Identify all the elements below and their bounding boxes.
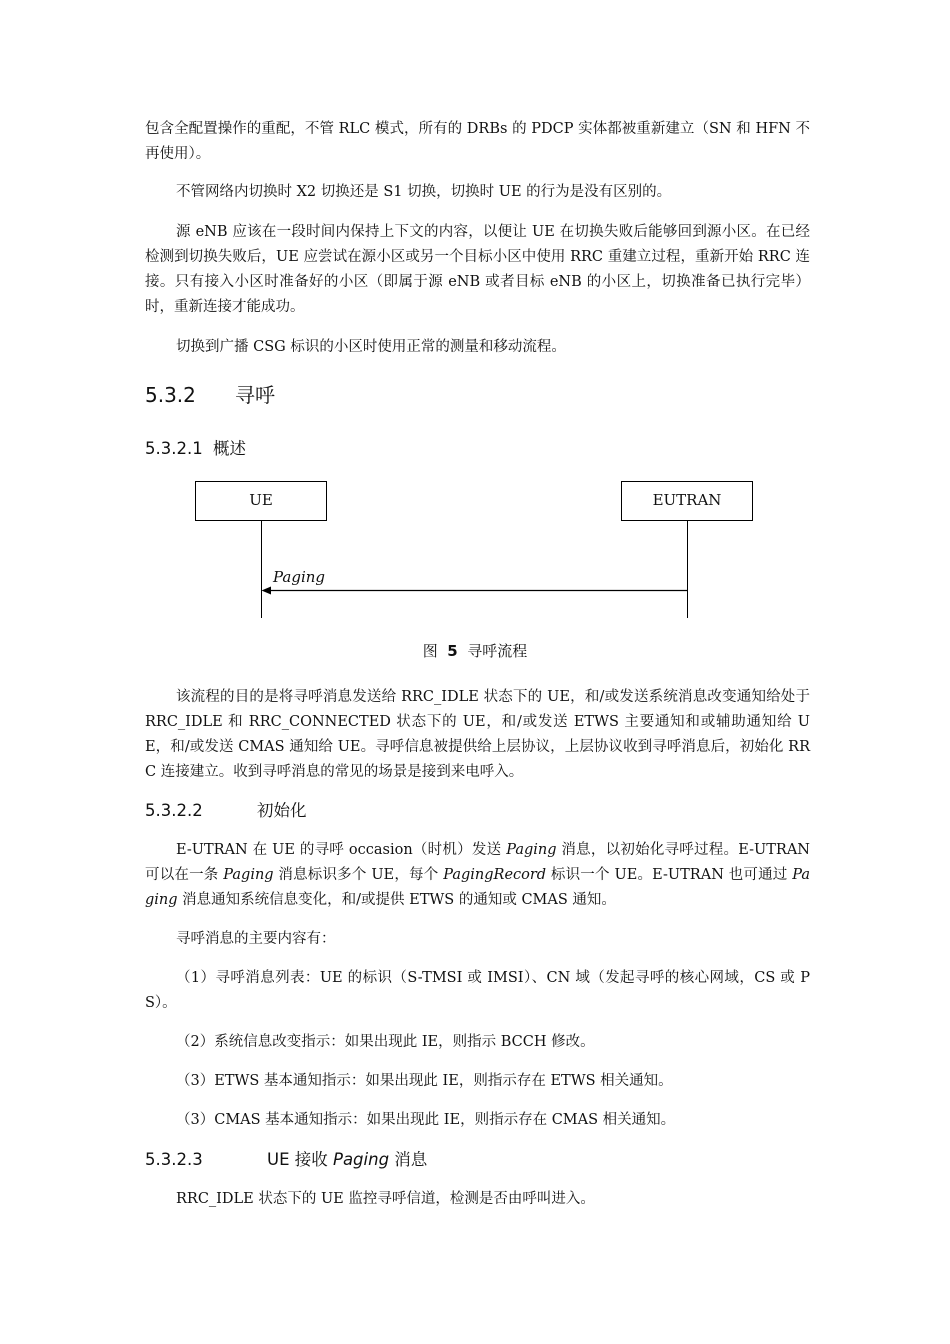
text-run: 消息通知系统信息变化，和/或提供 ETWS 的通知或 CMAS 通知。 — [177, 892, 616, 908]
paragraph-initiation — [145, 838, 810, 913]
paragraph-source-enb: 源 eNB 应该在一段时间内保持上下文的内容，以便让 UE 在切换失败后能够回到源小区。在已经检测到切换失败后，UE 应尝试在源小区或另一个目标小区中使用 RRC 重建立过程，重新开始 RRC 连接。只有接入小区时准备好的小区（即属于源 eNB 或者目标 eNB 的小区上，切换准备已执行完毕）时，重新连接才能成功。 — [145, 224, 810, 315]
heading-number: 5.3.2.1 — [145, 439, 203, 458]
caption-number: 5 — [447, 642, 458, 660]
list-item-etws-indication: （3）ETWS 基本通知指示：如果出现此 IE，则指示存在 ETWS 相关通知。 — [176, 1073, 673, 1089]
heading-5-3-2-3 — [145, 1146, 427, 1170]
paragraph-ue-monitoring: RRC_IDLE 状态下的 UE 监控寻呼信道，检测是否由呼叫进入。 — [176, 1191, 595, 1207]
list-item-sysinfo-change: （2）系统信息改变指示：如果出现此 IE，则指示 BCCH 修改。 — [176, 1034, 595, 1050]
heading-5-3-2 — [145, 379, 275, 408]
paragraph-reconfig: 包含全配置操作的重配，不管 RLC 模式，所有的 DRBs 的 PDCP 实体都被重新建立（SN 和 HFN 不再使用）。 — [145, 121, 810, 162]
text-run-italic: PagingRecord — [443, 867, 547, 883]
heading-number: 5.3.2.2 — [145, 801, 203, 820]
heading-title: 初始化 — [257, 801, 307, 820]
paragraph-csg: 切换到广播 CSG 标识的小区时使用正常的测量和移动流程。 — [176, 339, 566, 355]
text-run: E-UTRAN 在 UE 的寻呼 occasion（时机）发送 — [176, 842, 507, 858]
caption-prefix: 图 — [422, 642, 438, 660]
text-run-italic: Paging — [145, 867, 811, 908]
text-run-italic: Paging — [506, 842, 557, 858]
heading-title: 寻呼 — [235, 383, 275, 407]
heading-title: UE 接收 — [267, 1150, 333, 1169]
list-item-cmas-indication: （3）CMAS 基本通知指示：如果出现此 IE，则指示存在 CMAS 相关通知。 — [176, 1112, 676, 1128]
paragraph-paging-purpose: 该流程的目的是将寻呼消息发送给 RRC_IDLE 状态下的 UE，和/或发送系统消息改变通知给处于 RRC_IDLE 和 RRC_CONNECTED 状态下的 UE，和/或发送 ETWS 主要通知和或辅助通知给 UE，和/或发送 CMAS 通知给 UE。寻呼信息被提供给上层协议，上层协议收到寻呼消息后，初始化 RRC 连接建立。收到寻呼消息的常见的场景是接到来电呼入。 — [145, 689, 810, 780]
heading-5-3-2-2 — [145, 797, 307, 821]
paragraph-contents-intro: 寻呼消息的主要内容有： — [176, 931, 336, 947]
paragraph-handover-behavior: 不管网络内切换时 X2 切换还是 S1 切换，切换时 UE 的行为是没有区别的。 — [176, 184, 672, 200]
list-item-paging-record-list: （1）寻呼消息列表：UE 的标识（S-TMSI 或 IMSI）、CN 域（发起寻呼的核心网域，CS 或 PS）。 — [145, 970, 810, 1011]
heading-number: 5.3.2 — [145, 383, 196, 407]
caption-title: 寻呼流程 — [467, 642, 528, 660]
text-run: 标识一个 UE。E-UTRAN 也可通过 — [546, 867, 793, 883]
heading-title-italic: Paging — [333, 1150, 390, 1169]
eutran-entity-box: EUTRAN — [621, 481, 753, 521]
paging-message-label: Paging — [273, 568, 326, 586]
text-run-italic: Paging — [223, 867, 274, 883]
figure-caption — [0, 640, 950, 661]
heading-5-3-2-1 — [145, 435, 246, 459]
ue-entity-box: UE — [195, 481, 327, 521]
arrow-head — [262, 587, 272, 595]
heading-title: 概述 — [213, 439, 246, 458]
text-run: 消息标识多个 UE，每个 — [273, 867, 444, 883]
text-run: 消息，以初始化寻呼过程。E-UTRAN 可以在一条 — [145, 842, 810, 883]
heading-title: 消息 — [389, 1150, 428, 1169]
heading-number: 5.3.2.3 — [145, 1150, 203, 1169]
